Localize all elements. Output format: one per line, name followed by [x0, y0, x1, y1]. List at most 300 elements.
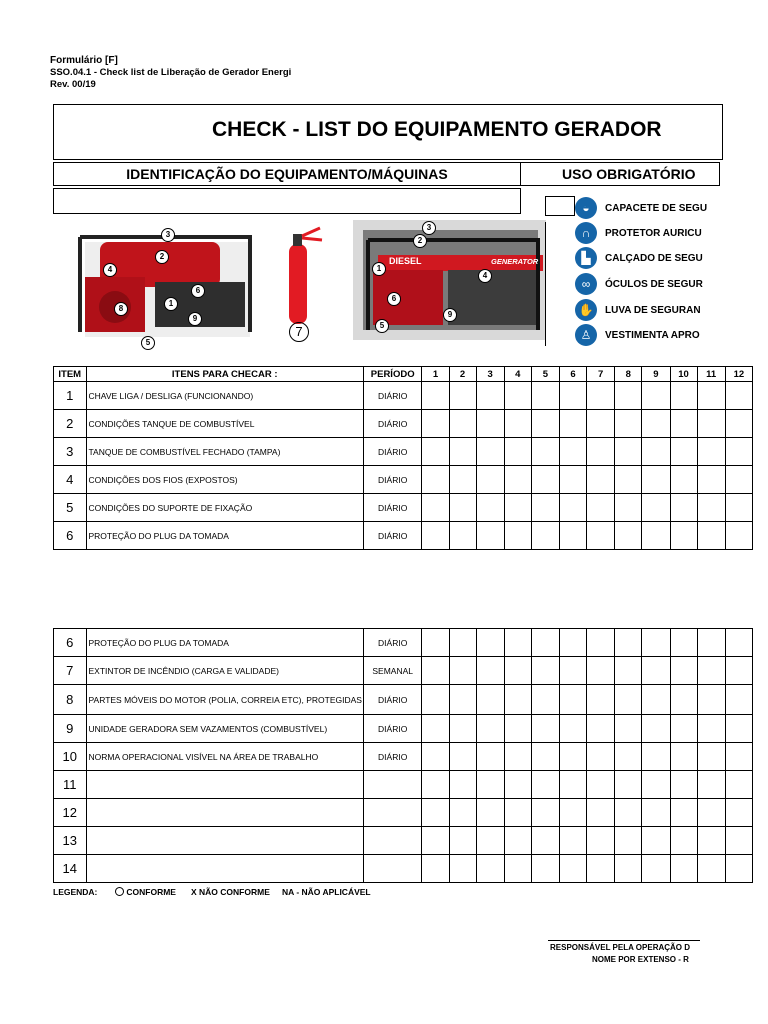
check-cell[interactable] — [504, 827, 531, 855]
item-number: 10 — [54, 743, 87, 771]
table-row — [54, 743, 753, 771]
check-cell[interactable] — [642, 522, 670, 550]
checklist-table-top — [53, 366, 753, 550]
item-number: 1 — [54, 382, 87, 410]
check-cell[interactable] — [697, 438, 725, 466]
check-cell[interactable] — [504, 855, 531, 883]
check-cell[interactable] — [449, 382, 476, 410]
check-cell[interactable] — [615, 827, 642, 855]
check-cell[interactable] — [670, 827, 697, 855]
check-cell[interactable] — [504, 466, 531, 494]
check-cell[interactable] — [449, 522, 476, 550]
item-description: PROTEÇÃO DO PLUG DA TOMADA — [86, 522, 363, 550]
check-cell[interactable] — [449, 685, 476, 715]
check-cell[interactable] — [670, 522, 697, 550]
sheet-lower — [0, 635, 700, 900]
marker-1: 1 — [164, 297, 178, 311]
ppe-safety-shoe: ▙ CALÇADO DE SEGU — [575, 247, 703, 269]
legend-conforme: CONFORME — [115, 887, 176, 897]
table-row — [54, 629, 753, 657]
check-cell[interactable] — [476, 799, 504, 827]
check-cell[interactable] — [725, 410, 752, 438]
check-cell[interactable] — [587, 466, 615, 494]
generator-photo-right — [353, 220, 546, 340]
check-cell[interactable] — [587, 855, 615, 883]
identification-header — [53, 162, 521, 186]
table-row — [54, 855, 753, 883]
marker-6-right: 6 — [387, 292, 401, 306]
check-cell[interactable] — [476, 715, 504, 743]
check-cell[interactable] — [531, 438, 559, 466]
check-cell[interactable] — [422, 438, 449, 466]
check-cell[interactable] — [560, 685, 587, 715]
check-cell[interactable] — [670, 685, 697, 715]
item-description: CONDIÇÕES DO SUPORTE DE FIXAÇÃO — [86, 494, 363, 522]
col-day: 2 — [449, 367, 476, 382]
check-cell[interactable] — [560, 438, 587, 466]
check-cell[interactable] — [670, 657, 697, 685]
item-description: NORMA OPERACIONAL VISÍVEL NA ÁREA DE TRABALHO — [86, 743, 363, 771]
check-cell[interactable] — [449, 855, 476, 883]
check-cell[interactable] — [449, 743, 476, 771]
check-cell[interactable] — [725, 494, 752, 522]
item-description: CHAVE LIGA / DESLIGA (FUNCIONANDO) — [86, 382, 363, 410]
table-row — [54, 494, 753, 522]
check-cell[interactable] — [670, 466, 697, 494]
item-description — [86, 799, 363, 827]
col-day: 11 — [697, 367, 725, 382]
col-day: 6 — [560, 367, 587, 382]
check-cell[interactable] — [642, 657, 670, 685]
item-period: DIÁRIO — [363, 715, 422, 743]
check-cell[interactable] — [531, 771, 559, 799]
item-description: CONDIÇÕES TANQUE DE COMBUSTÍVEL — [86, 410, 363, 438]
col-day: 9 — [642, 367, 670, 382]
table-row — [54, 715, 753, 743]
check-cell[interactable] — [587, 715, 615, 743]
check-cell[interactable] — [587, 382, 615, 410]
item-number: 6 — [54, 629, 87, 657]
check-cell[interactable] — [531, 855, 559, 883]
item-period — [363, 855, 422, 883]
check-cell[interactable] — [587, 438, 615, 466]
check-cell[interactable] — [476, 743, 504, 771]
check-cell[interactable] — [531, 657, 559, 685]
check-cell[interactable] — [560, 827, 587, 855]
check-cell[interactable] — [476, 494, 504, 522]
check-cell[interactable] — [449, 410, 476, 438]
check-cell[interactable] — [422, 715, 449, 743]
page-title: CHECK - LIST DO EQUIPAMENTO GERADOR — [212, 118, 662, 141]
item-description — [86, 855, 363, 883]
item-period — [363, 771, 422, 799]
check-cell[interactable] — [615, 410, 642, 438]
check-cell[interactable] — [560, 522, 587, 550]
check-cell[interactable] — [642, 629, 670, 657]
check-cell[interactable] — [531, 466, 559, 494]
check-cell[interactable] — [449, 799, 476, 827]
check-cell[interactable] — [587, 629, 615, 657]
helmet-icon: ◒ — [575, 197, 597, 219]
check-cell[interactable] — [531, 827, 559, 855]
check-cell[interactable] — [642, 410, 670, 438]
check-cell[interactable] — [422, 855, 449, 883]
check-cell[interactable] — [642, 743, 670, 771]
check-cell[interactable] — [531, 629, 559, 657]
clothing-icon: ♙ — [575, 324, 597, 346]
check-cell[interactable] — [670, 743, 697, 771]
check-cell[interactable] — [531, 743, 559, 771]
form-title: SSO.04.1 - Check list de Liberação de Gerador Energi — [50, 67, 292, 78]
check-cell[interactable] — [504, 657, 531, 685]
marker-6: 6 — [191, 284, 205, 298]
check-cell[interactable] — [449, 715, 476, 743]
check-cell[interactable] — [422, 466, 449, 494]
check-cell[interactable] — [725, 438, 752, 466]
check-cell[interactable] — [504, 685, 531, 715]
mandatory-header — [520, 162, 720, 186]
check-cell[interactable] — [560, 410, 587, 438]
generator-photo-left — [75, 222, 260, 347]
check-cell[interactable] — [725, 685, 752, 715]
table-row — [54, 522, 753, 550]
item-number: 14 — [54, 855, 87, 883]
check-cell[interactable] — [422, 799, 449, 827]
check-cell[interactable] — [449, 629, 476, 657]
check-cell[interactable] — [642, 715, 670, 743]
check-cell[interactable] — [449, 494, 476, 522]
check-cell[interactable] — [422, 494, 449, 522]
check-cell[interactable] — [725, 382, 752, 410]
check-cell[interactable] — [615, 382, 642, 410]
check-cell[interactable] — [422, 827, 449, 855]
col-check: ITENS PARA CHECAR : — [86, 367, 363, 382]
item-description: PROTEÇÃO DO PLUG DA TOMADA — [86, 629, 363, 657]
item-period: DIÁRIO — [363, 494, 422, 522]
col-period: PERÍODO — [363, 367, 422, 382]
item-number: 13 — [54, 827, 87, 855]
check-cell[interactable] — [642, 685, 670, 715]
check-cell[interactable] — [642, 438, 670, 466]
check-cell[interactable] — [476, 382, 504, 410]
check-cell[interactable] — [615, 494, 642, 522]
ppe-bracket — [545, 222, 548, 346]
check-cell[interactable] — [697, 494, 725, 522]
check-cell[interactable] — [697, 827, 725, 855]
check-cell[interactable] — [476, 466, 504, 494]
check-cell[interactable] — [615, 466, 642, 494]
check-cell[interactable] — [476, 522, 504, 550]
check-cell[interactable] — [670, 715, 697, 743]
table-row — [54, 657, 753, 685]
signature-role: RESPONSÁVEL PELA OPERAÇÃO D — [550, 943, 691, 952]
check-cell[interactable] — [531, 494, 559, 522]
item-description: CONDIÇÕES DOS FIOS (EXPOSTOS) — [86, 466, 363, 494]
item-number: 9 — [54, 715, 87, 743]
check-cell[interactable] — [504, 771, 531, 799]
item-description: PARTES MÓVEIS DO MOTOR (POLIA, CORREIA ETC), PROTEGIDAS — [86, 685, 363, 715]
table-row — [54, 771, 753, 799]
check-cell[interactable] — [670, 494, 697, 522]
marker-7: 7 — [289, 322, 309, 342]
check-cell[interactable] — [615, 771, 642, 799]
check-cell[interactable] — [670, 799, 697, 827]
ppe-checkbox[interactable] — [545, 196, 575, 216]
check-cell[interactable] — [615, 743, 642, 771]
form-code: Formulário [F] — [50, 55, 118, 66]
legend-nao-conforme: X NÃO CONFORME — [191, 887, 270, 897]
check-cell[interactable] — [422, 629, 449, 657]
check-cell[interactable] — [697, 466, 725, 494]
goggles-icon: ∞ — [575, 273, 597, 295]
check-cell[interactable] — [422, 771, 449, 799]
marker-2-right: 2 — [413, 234, 427, 248]
item-number: 4 — [54, 466, 87, 494]
circle-icon — [115, 887, 124, 896]
item-period: DIÁRIO — [363, 466, 422, 494]
check-cell[interactable] — [697, 382, 725, 410]
check-cell[interactable] — [560, 855, 587, 883]
check-cell[interactable] — [422, 382, 449, 410]
table-row — [54, 410, 753, 438]
check-cell[interactable] — [697, 657, 725, 685]
check-cell[interactable] — [725, 771, 752, 799]
check-cell[interactable] — [670, 771, 697, 799]
check-cell[interactable] — [615, 715, 642, 743]
item-period: DIÁRIO — [363, 522, 422, 550]
check-cell[interactable] — [531, 715, 559, 743]
item-number: 5 — [54, 494, 87, 522]
check-cell[interactable] — [422, 522, 449, 550]
marker-1-right: 1 — [372, 262, 386, 276]
check-cell[interactable] — [697, 799, 725, 827]
ppe-glove: ✋ LUVA DE SEGURAN — [575, 299, 701, 321]
check-cell[interactable] — [449, 657, 476, 685]
check-cell[interactable] — [615, 685, 642, 715]
identification-field[interactable] — [53, 188, 521, 214]
check-cell[interactable] — [615, 629, 642, 657]
check-cell[interactable] — [476, 855, 504, 883]
item-number: 2 — [54, 410, 87, 438]
check-cell[interactable] — [587, 799, 615, 827]
check-cell[interactable] — [504, 715, 531, 743]
check-cell[interactable] — [504, 410, 531, 438]
check-cell[interactable] — [697, 410, 725, 438]
check-cell[interactable] — [560, 382, 587, 410]
marker-9-right: 9 — [443, 308, 457, 322]
item-number: 8 — [54, 685, 87, 715]
check-cell[interactable] — [725, 799, 752, 827]
check-cell[interactable] — [531, 382, 559, 410]
item-number: 11 — [54, 771, 87, 799]
check-cell[interactable] — [422, 685, 449, 715]
check-cell[interactable] — [642, 494, 670, 522]
ppe-clothing: ♙ VESTIMENTA APRO — [575, 324, 700, 346]
check-cell[interactable] — [560, 629, 587, 657]
check-cell[interactable] — [449, 466, 476, 494]
check-cell[interactable] — [476, 438, 504, 466]
check-cell[interactable] — [725, 657, 752, 685]
marker-3: 3 — [161, 228, 175, 242]
check-cell[interactable] — [587, 743, 615, 771]
check-cell[interactable] — [504, 629, 531, 657]
check-cell[interactable] — [642, 827, 670, 855]
ppe-helmet: ◒ CAPACETE DE SEGU — [575, 197, 707, 219]
check-cell[interactable] — [560, 466, 587, 494]
check-cell[interactable] — [504, 494, 531, 522]
check-cell[interactable] — [449, 771, 476, 799]
check-cell[interactable] — [531, 685, 559, 715]
col-day: 1 — [422, 367, 449, 382]
check-cell[interactable] — [587, 657, 615, 685]
marker-3-right: 3 — [422, 221, 436, 235]
item-number: 7 — [54, 657, 87, 685]
check-cell[interactable] — [531, 410, 559, 438]
table-row — [54, 382, 753, 410]
check-cell[interactable] — [560, 657, 587, 685]
check-cell[interactable] — [697, 715, 725, 743]
check-cell[interactable] — [615, 657, 642, 685]
check-cell[interactable] — [725, 743, 752, 771]
check-cell[interactable] — [615, 438, 642, 466]
check-cell[interactable] — [504, 522, 531, 550]
table-row — [54, 438, 753, 466]
col-day: 7 — [587, 367, 615, 382]
check-cell[interactable] — [615, 522, 642, 550]
check-cell[interactable] — [587, 771, 615, 799]
check-cell[interactable] — [422, 743, 449, 771]
check-cell[interactable] — [560, 715, 587, 743]
check-cell[interactable] — [504, 382, 531, 410]
check-cell[interactable] — [697, 522, 725, 550]
check-cell[interactable] — [725, 466, 752, 494]
item-period — [363, 827, 422, 855]
check-cell[interactable] — [670, 438, 697, 466]
item-description — [86, 771, 363, 799]
col-item: ITEM — [54, 367, 87, 382]
check-cell[interactable] — [560, 799, 587, 827]
check-cell[interactable] — [670, 629, 697, 657]
item-number: 12 — [54, 799, 87, 827]
item-period: DIÁRIO — [363, 438, 422, 466]
item-period: DIÁRIO — [363, 410, 422, 438]
marker-5-right: 5 — [375, 319, 389, 333]
check-cell[interactable] — [642, 466, 670, 494]
extinguisher-figure — [280, 226, 325, 344]
check-cell[interactable] — [504, 743, 531, 771]
check-cell[interactable] — [449, 438, 476, 466]
check-cell[interactable] — [531, 799, 559, 827]
legend-na: NA - NÃO APLICÁVEL — [282, 887, 371, 897]
col-day: 10 — [670, 367, 697, 382]
check-cell[interactable] — [670, 855, 697, 883]
signature-line — [548, 940, 700, 941]
check-cell[interactable] — [642, 771, 670, 799]
generator-text: GENERATOR — [491, 257, 539, 266]
check-cell[interactable] — [642, 382, 670, 410]
check-cell[interactable] — [615, 855, 642, 883]
marker-4: 4 — [103, 263, 117, 277]
identification-label: IDENTIFICAÇÃO DO EQUIPAMENTO/MÁQUINAS — [126, 166, 448, 182]
check-cell[interactable] — [587, 827, 615, 855]
item-period: DIÁRIO — [363, 685, 422, 715]
check-cell[interactable] — [476, 629, 504, 657]
check-cell[interactable] — [725, 629, 752, 657]
marker-2: 2 — [155, 250, 169, 264]
item-period: SEMANAL — [363, 657, 422, 685]
item-number: 6 — [54, 522, 87, 550]
check-cell[interactable] — [587, 685, 615, 715]
check-cell[interactable] — [422, 657, 449, 685]
marker-4-right: 4 — [478, 269, 492, 283]
check-cell[interactable] — [504, 799, 531, 827]
marker-9: 9 — [188, 312, 202, 326]
check-cell[interactable] — [531, 522, 559, 550]
check-cell[interactable] — [697, 771, 725, 799]
check-cell[interactable] — [587, 522, 615, 550]
check-cell[interactable] — [642, 855, 670, 883]
check-cell[interactable] — [725, 855, 752, 883]
check-cell[interactable] — [697, 629, 725, 657]
check-cell[interactable] — [476, 657, 504, 685]
check-cell[interactable] — [725, 522, 752, 550]
check-cell[interactable] — [697, 685, 725, 715]
item-description: UNIDADE GERADORA SEM VAZAMENTOS (COMBUSTÍVEL) — [86, 715, 363, 743]
item-period: DIÁRIO — [363, 629, 422, 657]
table-row — [54, 466, 753, 494]
check-cell[interactable] — [615, 799, 642, 827]
table-header — [54, 367, 753, 382]
check-cell[interactable] — [476, 410, 504, 438]
ear-protector-icon: ∩ — [575, 222, 597, 244]
check-cell[interactable] — [587, 410, 615, 438]
col-day: 8 — [615, 367, 642, 382]
table-row — [54, 827, 753, 855]
ppe-goggles: ∞ ÓCULOS DE SEGUR — [575, 273, 703, 295]
mandatory-label: USO OBRIGATÓRIO — [562, 166, 696, 182]
marker-5: 5 — [141, 336, 155, 350]
col-day: 3 — [476, 367, 504, 382]
glove-icon: ✋ — [575, 299, 597, 321]
check-cell[interactable] — [670, 410, 697, 438]
item-period — [363, 799, 422, 827]
extinguisher-icon — [280, 226, 325, 326]
diesel-text: DIESEL — [389, 256, 422, 266]
item-description: EXTINTOR DE INCÊNDIO (CARGA E VALIDADE) — [86, 657, 363, 685]
check-cell[interactable] — [476, 685, 504, 715]
check-cell[interactable] — [725, 827, 752, 855]
check-cell[interactable] — [697, 855, 725, 883]
check-cell[interactable] — [697, 743, 725, 771]
check-cell[interactable] — [476, 827, 504, 855]
check-cell[interactable] — [449, 827, 476, 855]
check-cell[interactable] — [476, 771, 504, 799]
check-cell[interactable] — [670, 382, 697, 410]
check-cell[interactable] — [504, 438, 531, 466]
table-row — [54, 685, 753, 715]
form-revision: Rev. 00/19 — [50, 79, 96, 90]
check-cell[interactable] — [725, 715, 752, 743]
check-cell[interactable] — [560, 743, 587, 771]
check-cell[interactable] — [422, 410, 449, 438]
col-day: 5 — [531, 367, 559, 382]
item-number: 3 — [54, 438, 87, 466]
title-box — [53, 104, 723, 160]
check-cell[interactable] — [560, 494, 587, 522]
check-cell[interactable] — [560, 771, 587, 799]
check-cell[interactable] — [642, 799, 670, 827]
check-cell[interactable] — [587, 494, 615, 522]
